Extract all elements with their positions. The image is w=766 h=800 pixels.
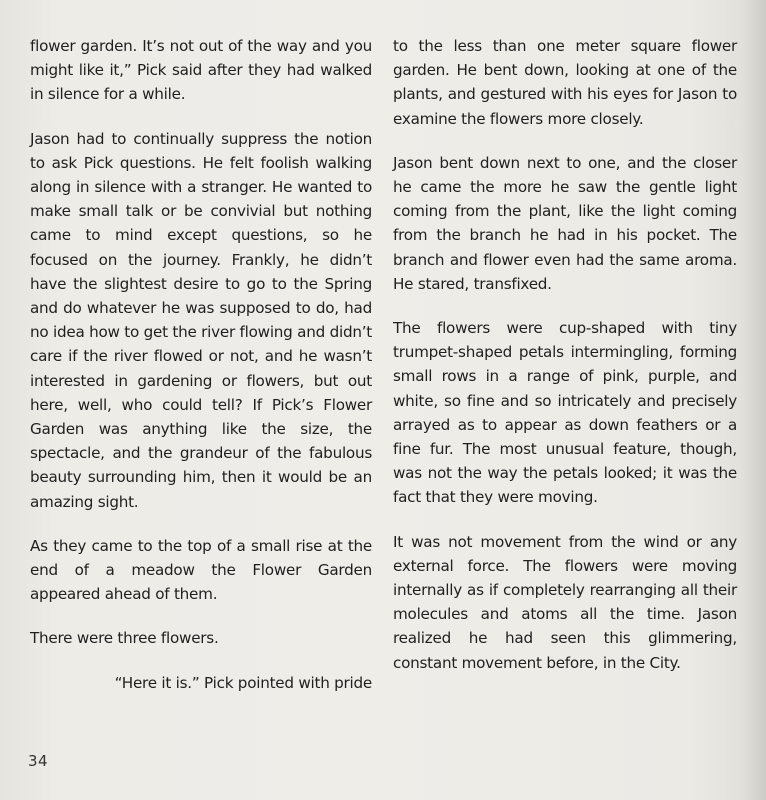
paragraph: flower garden. It’s not out of the way and you might like it,” Pick said after they had walked in silence for a while. xyxy=(30,37,372,104)
page-number: 34 xyxy=(28,752,49,770)
right-text-column xyxy=(393,34,737,695)
paragraph: The flowers were cup-shaped with tiny trumpet-shaped petals intermingling, forming small rows in a range of pink, purple, and white, so fine and so intricately and precisely arrayed as to appear as down feathers or a fine fur. The most unusual feature, though, was not the way the petals looked; it was the fact that they were moving. xyxy=(393,319,737,507)
left-text-column xyxy=(30,34,372,715)
paragraph: It was not movement from the wind or any external force. The flowers were moving internally as if completely rearranging all their molecules and atoms all the time. Jason realized he had seen this glimmering, constant movement before, in the City. xyxy=(393,532,737,672)
paragraph: to the less than one meter square flower garden. He bent down, looking at one of the plants, and gestured with his eyes for Jason to examine the flowers more closely. xyxy=(393,37,737,128)
paragraph: “Here it is.” Pick pointed with pride xyxy=(114,673,372,692)
paragraph: Jason had to continually suppress the notion to ask Pick questions. He felt foolish walking along in silence with a stranger. He wanted to make small talk or be convivial but nothing came to mind except questions, so he focused on the journey. Frankly, he didn’t have the slightest desire to go to the Spring and do whatever he was supposed to do, had no idea how to get the river flowing and didn’t care if the river flowed or not, and he wasn’t interested in gardening or flowers, but out here, well, who could tell? If Pick’s Flower Garden was anything like the size, the spectacle, and the grandeur of the fabulous beauty surrounding him, then it would be an amazing sight. xyxy=(30,129,372,511)
paragraph: As they came to the top of a small rise at the end of a meadow the Flower Garden appeared ahead of them. xyxy=(30,536,372,604)
paragraph: Jason bent down next to one, and the closer he came the more he saw the gentle light coming from the plant, like the light coming from the branch he had in his pocket. The branch and flower even had the same aroma. He stared, transfixed. xyxy=(393,153,737,293)
paragraph: There were three flowers. xyxy=(30,629,219,648)
page-gutter-shadow xyxy=(742,0,766,800)
